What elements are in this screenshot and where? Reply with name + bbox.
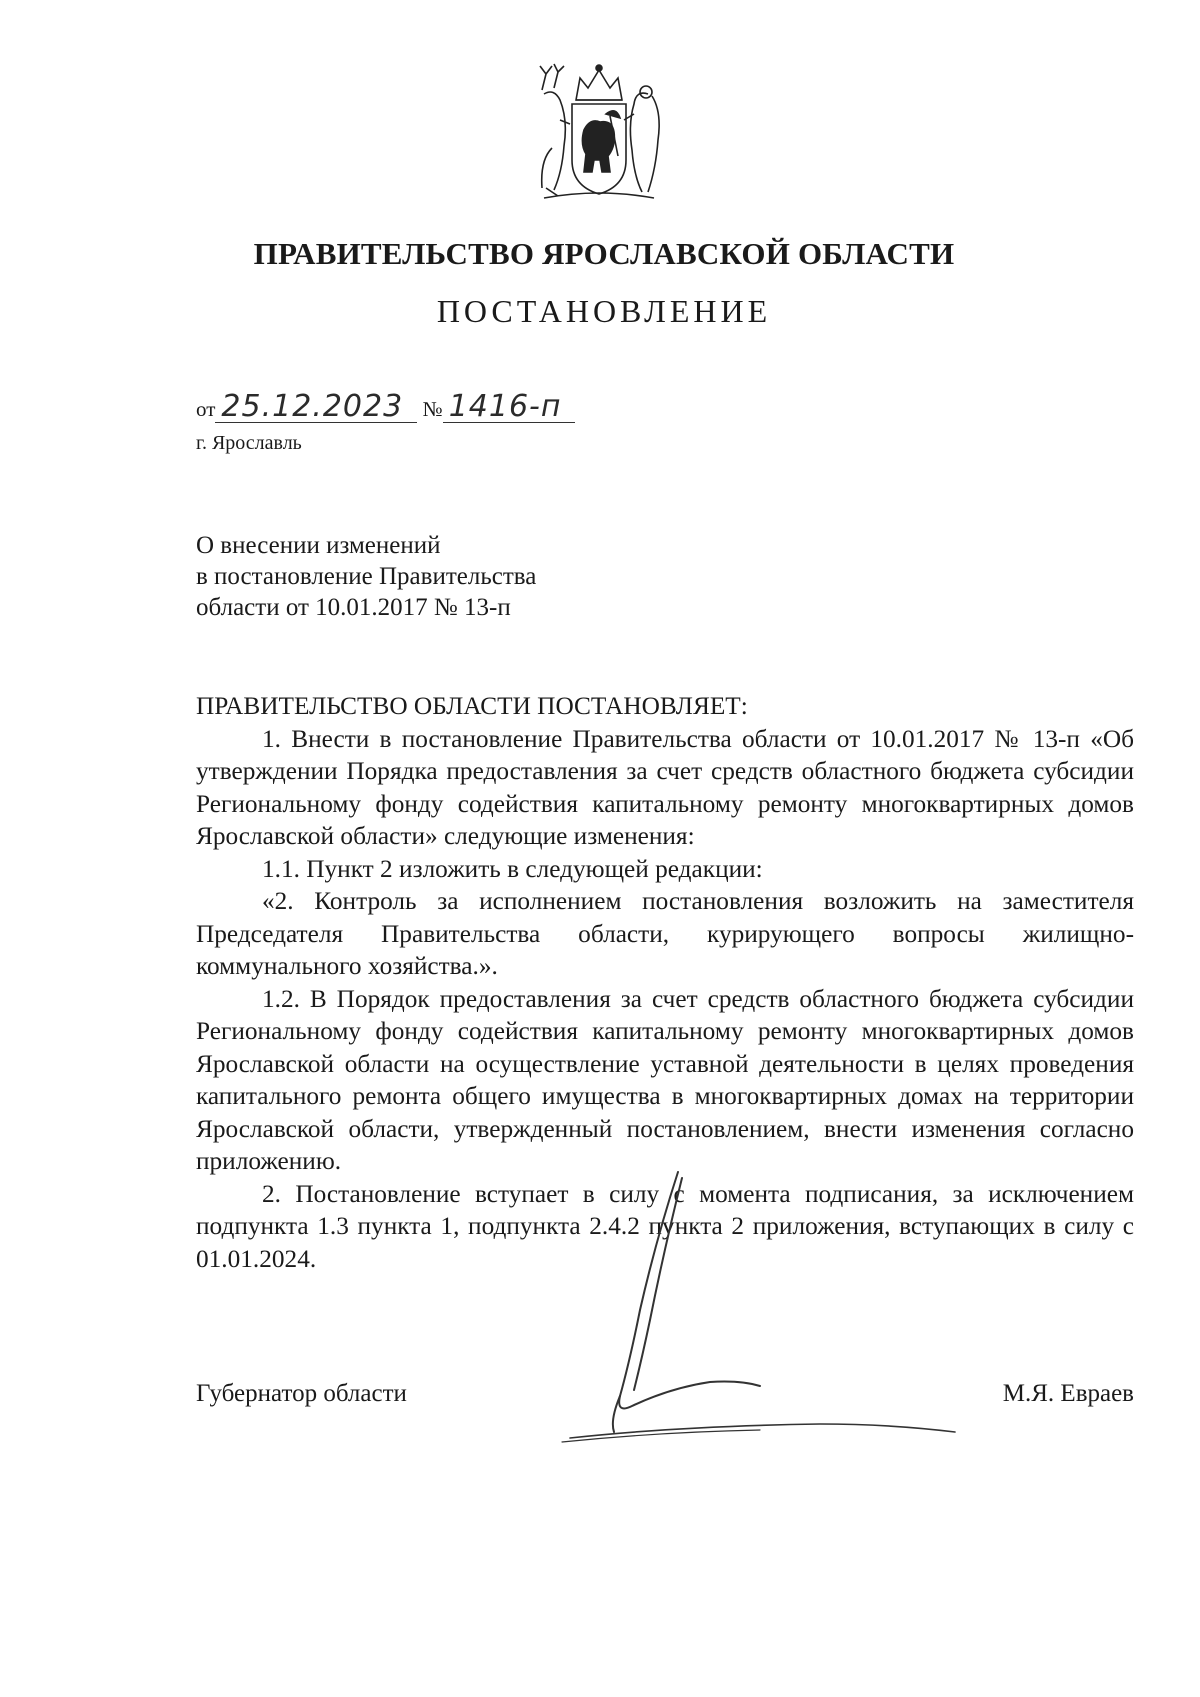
signatory-position: Губернатор области <box>196 1380 407 1407</box>
city: г. Ярославль <box>196 432 302 454</box>
date-number-line <box>196 389 575 424</box>
subject-line: в постановление Правительства <box>196 563 537 590</box>
paragraph-1: 1. Внести в постановление Правительства области от 10.01.2017 № 13-п «Об утверждении Порядка предоставления за счет средств областного бюджета субсидии Региональному фонду содействия капитальному ремонту многоквартирных домов Ярославской области» следующие изменения: <box>196 724 1134 850</box>
decree-heading: ПРАВИТЕЛЬСТВО ОБЛАСТИ ПОСТАНОВЛЯЕТ: <box>196 692 748 720</box>
document-type: ПОСТАНОВЛЕНИЕ <box>436 293 772 329</box>
government-title: ПРАВИТЕЛЬСТВО ЯРОСЛАВСКОЙ ОБЛАСТИ <box>253 236 955 271</box>
number-prefix: № <box>422 397 443 421</box>
coat-of-arms-emblem <box>524 60 674 208</box>
paragraph-2: 2. Постановление вступает в силу с момента подписания, за исключением подпункта 1.3 пункта 1, подпункта 2.4.2 пункта 2 приложения, вступающих в силу с 01.01.2024. <box>196 1179 1134 1273</box>
subject-line: О внесении изменений <box>196 532 441 559</box>
handwritten-number: 1416-п <box>443 392 575 423</box>
document-subject <box>196 530 536 623</box>
paragraph-1-2: 1.2. В Порядок предоставления за счет средств областного бюджета субсидии Региональному фонду содействия капитальному ремонту многоквартирных домов Ярославской области на осуществление уставной деятельности в целях проведения капитального ремонта общего имущества в многоквартирных домах на территории Ярославской области, утвержденный постановлением, внести изменения согласно приложению. <box>196 984 1134 1175</box>
paragraph-1-1-text: «2. Контроль за исполнением постановления возложить на заместителя Председателя Правительства области, курирующего вопросы жилищно-коммунального хозяйства.». <box>196 887 1134 980</box>
subject-line: области от 10.01.2017 № 13-п <box>196 594 511 621</box>
handwritten-signature <box>560 1170 980 1460</box>
paragraph-1-1: 1.1. Пункт 2 изложить в следующей редакции: <box>262 854 763 883</box>
signatory-name: М.Я. Евраев <box>1002 1380 1134 1407</box>
date-prefix: от <box>196 397 216 421</box>
handwritten-date: 25.12.2023 <box>215 392 417 423</box>
